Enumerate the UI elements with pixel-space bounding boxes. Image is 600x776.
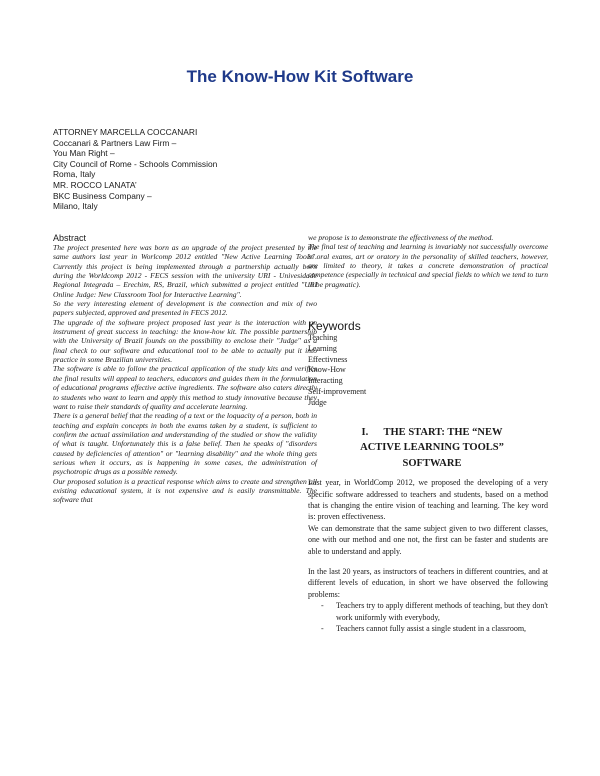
section-number: I. (361, 426, 369, 438)
problem-list (308, 600, 548, 634)
author-line: MR. ROCCO LANATA’ (53, 179, 137, 190)
author-line: ATTORNEY MARCELLA COCCANARI (53, 127, 198, 137)
author-line: Milano, Italy (53, 201, 98, 212)
keyword-item: Judge (308, 397, 327, 407)
abstract-paragraph: we propose is to demonstrate the effectiveness of the method. (308, 233, 494, 242)
keyword-list (308, 333, 548, 409)
author-line: You Man Right – (53, 148, 115, 159)
author-line: Coccanari & Partners Law Firm – (53, 137, 177, 148)
right-column (308, 233, 548, 634)
abstract-paragraph: The project presented here was born as an upgrade of the project presented by the same authors last year in Worlcomp 2012 entitled "New Active Learning Tools". Currently this project is being implemented through a partnership actually born during the Worldcomp 2012 - FECS session with the university URI - Univesidade Regional Integrada – Erechim, RS, Brazil, which submitted a project entitled "URI Online Judge: New Classroom Tool for Interactive Learning". (53, 243, 317, 299)
list-item: - Teachers try to apply different methods of teaching, but they don't work uniformly with everybody, (336, 600, 548, 623)
author-block (53, 127, 313, 212)
section-heading (308, 425, 548, 472)
keyword-item: Know-How (308, 365, 346, 375)
abstract-body (53, 243, 317, 505)
author-line: Roma, Italy (53, 169, 96, 180)
keyword-item: Teaching (308, 333, 338, 343)
section-body (308, 477, 548, 634)
keyword-item: Learning (308, 343, 337, 353)
abstract-paragraph: There is a general belief that the reading of a text or the loquacity of a person, both in teaching and explain concepts in both the exams taken by a student, is sufficient to confirm the actual assimilation and understanding of the studied or show the validity of what is taught. Unfortunately this is a false belief. Then he speaks of "disorders caused by deficiencies of attention" or "learning disability" and the whole thing gets serious when it occurs, as is happening in some cases, the administration of psychotropic drugs as a possible remedy. (53, 411, 317, 477)
section-heading-line: ACTIVE LEARNING TOOLS” (360, 442, 504, 454)
abstract-paragraph: So the very interesting element of development is the connection and mix of two papers subjected, approved and presented in FECS 2012. (53, 299, 317, 318)
abstract-heading: Abstract (53, 233, 87, 243)
abstract-paragraph: The final test of teaching and learning is invariably not successfully overcome in oral exams, art or oratory in the personality of skilled teachers, however, are limited to theory, it takes a concrete demonstration of practical competence (especially in technical and special fields to which we tend to turn to be pragmatic). (308, 242, 548, 289)
body-paragraph: We can demonstrate that the same subject given to two different classes, one with our method and one not, the first can be faster and students are able to understand and apply. (308, 523, 548, 556)
abstract-paragraph: Our proposed solution is a practical response which aims to create and strengthen all existing educational system, it is not expensive and is easily transmittable. The software that (53, 476, 317, 505)
keyword-item: Effectivness (308, 354, 348, 364)
keywords-heading: Keywords (308, 319, 361, 334)
abstract-paragraph: The software is able to follow the practical application of the study kits and verifies the final results will appeal to teachers, educators and guides them in the formulation of educational programs effective active ingredients. The software also caters directly to students who want to learn and apply this method to study innovative because they want to raise their standards of quality and accelerate learning. (53, 364, 317, 411)
page-title: The Know-How Kit Software (186, 67, 414, 86)
keyword-item: Interacting (308, 376, 343, 386)
abstract-continuation (308, 233, 548, 289)
author-line: City Council of Rome - Schools Commission (53, 158, 218, 169)
author-line: BKC Business Company – (53, 190, 152, 201)
left-column (53, 233, 317, 505)
list-item: - Teachers cannot fully assist a single student in a classroom, (336, 623, 548, 634)
keyword-item: Self-improvement (308, 387, 367, 397)
section-heading-line: SOFTWARE (402, 457, 462, 469)
section-heading-line: THE START: THE “NEW (383, 426, 503, 438)
body-paragraph: In the last 20 years, as instructors of teachers in different countries, and at different levels of education, in short we have observed the following problems: (308, 566, 548, 599)
body-paragraph: Last year, in WorldComp 2012, we proposed the developing of a very specific software addressed to teachers and students, based on a method that is changing the entire vision of teaching and learning. The key word is: proven effectiveness. (308, 478, 548, 522)
abstract-paragraph: The upgrade of the software project proposed last year is the interaction with an instrument of great success in teaching: the know-how kit. The possible partnership with the University of Brazil founds on the possibility to enclose their "Judge" as a final check to our software and educational tool to be able to actually put it into practice in some Brazilian universities. (53, 317, 317, 365)
